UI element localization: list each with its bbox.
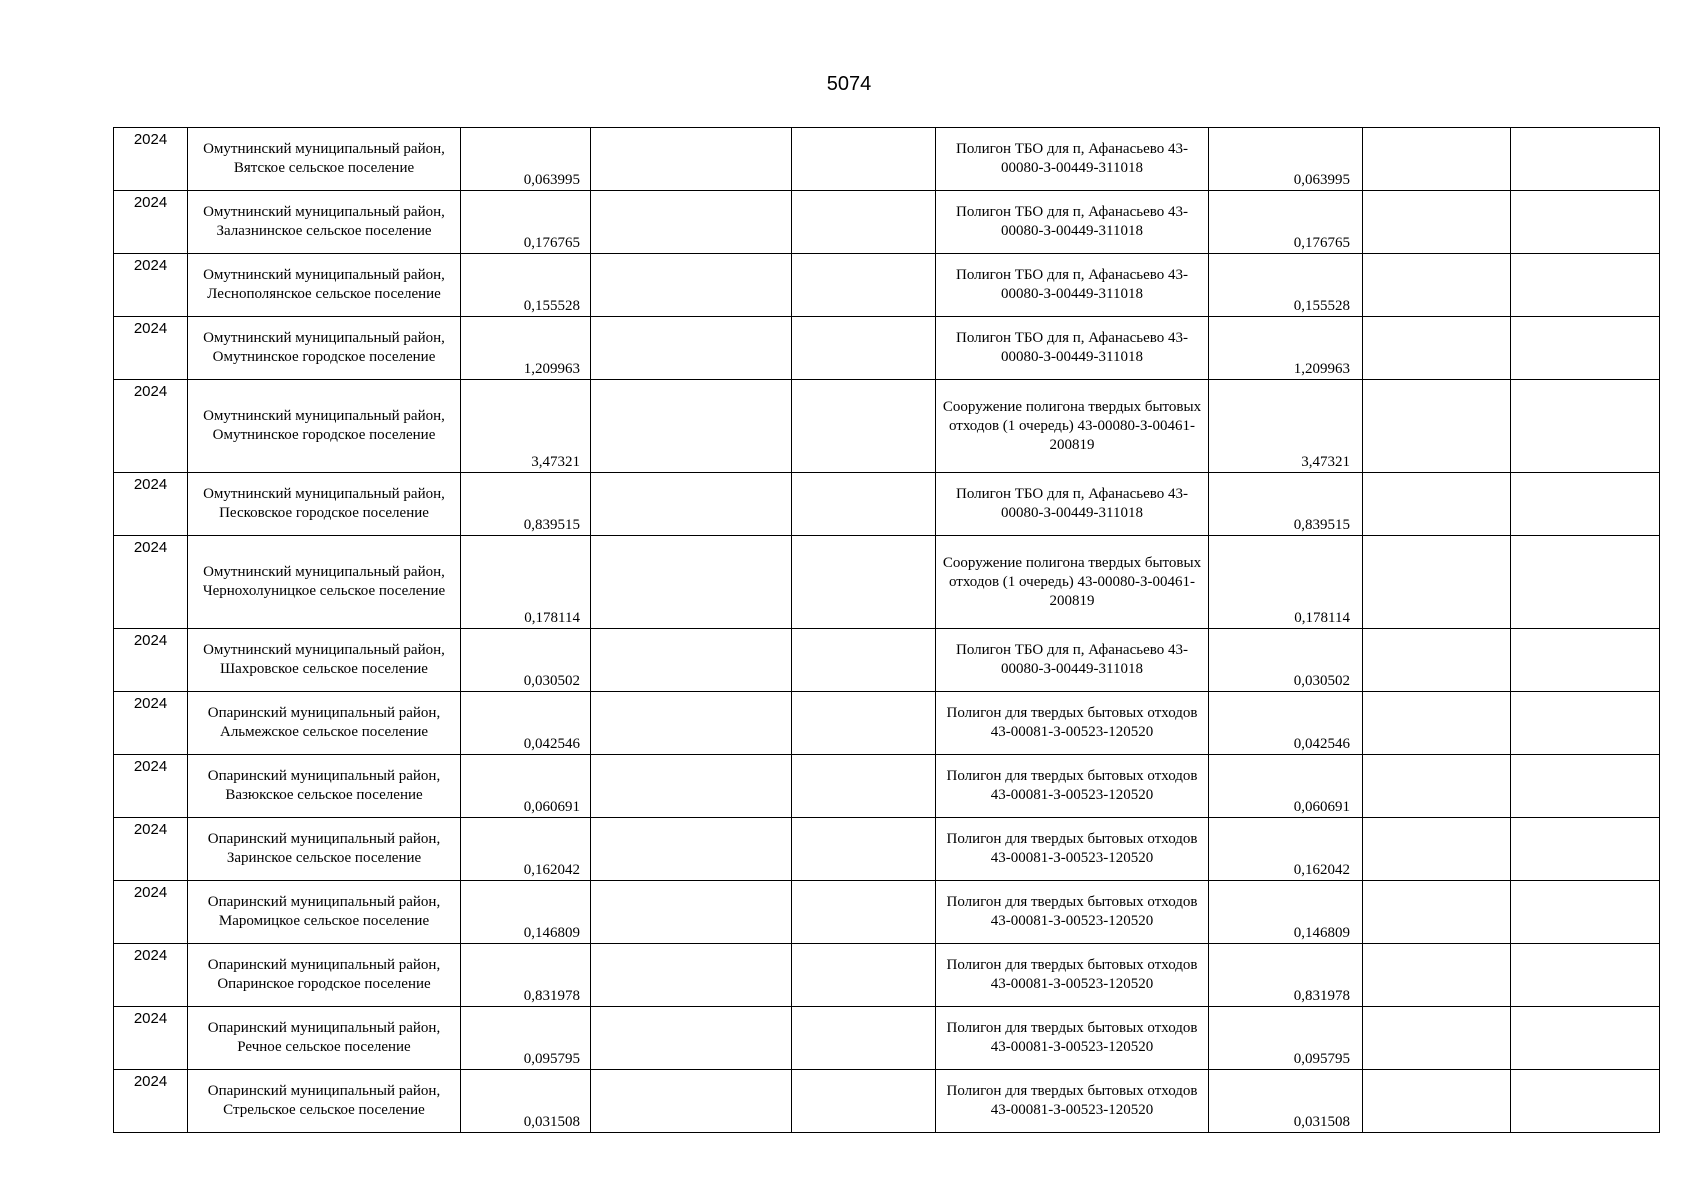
empty-cell xyxy=(792,254,936,317)
municipality-cell: Опаринский муниципальный район, Вазюкское сельское поселение xyxy=(188,755,461,818)
year-cell: 2024 xyxy=(114,755,188,818)
empty-cell xyxy=(591,317,792,380)
volume-cell: 0,060691 xyxy=(461,755,591,818)
table-row xyxy=(114,473,1660,536)
facility-volume-cell: 0,162042 xyxy=(1209,818,1363,881)
empty-cell xyxy=(591,128,792,191)
volume-cell: 0,839515 xyxy=(461,473,591,536)
empty-cell xyxy=(591,692,792,755)
empty-cell xyxy=(792,692,936,755)
municipality-cell: Опаринский муниципальный район, Опаринское городское поселение xyxy=(188,944,461,1007)
facility-volume-cell: 3,47321 xyxy=(1209,380,1363,473)
municipality-cell: Омутнинский муниципальный район, Шахровское сельское поселение xyxy=(188,629,461,692)
empty-cell xyxy=(1511,818,1660,881)
empty-cell xyxy=(1363,536,1511,629)
volume-cell: 0,031508 xyxy=(461,1070,591,1133)
empty-cell xyxy=(792,818,936,881)
empty-cell xyxy=(591,755,792,818)
municipality-cell: Опаринский муниципальный район, Заринское сельское поселение xyxy=(188,818,461,881)
facility-cell: Полигон для твердых бытовых отходов 43-00081-З-00523-120520 xyxy=(936,692,1209,755)
table-row xyxy=(114,128,1660,191)
facility-volume-cell: 0,178114 xyxy=(1209,536,1363,629)
facility-volume-cell: 0,155528 xyxy=(1209,254,1363,317)
volume-cell: 0,095795 xyxy=(461,1007,591,1070)
empty-cell xyxy=(1363,473,1511,536)
empty-cell xyxy=(591,254,792,317)
municipality-cell: Омутнинский муниципальный район, Омутнинское городское поселение xyxy=(188,380,461,473)
table-row xyxy=(114,191,1660,254)
empty-cell xyxy=(1511,629,1660,692)
table-row xyxy=(114,1070,1660,1133)
facility-volume-cell: 0,146809 xyxy=(1209,881,1363,944)
municipality-cell: Опаринский муниципальный район, Речное сельское поселение xyxy=(188,1007,461,1070)
year-cell: 2024 xyxy=(114,629,188,692)
volume-cell: 3,47321 xyxy=(461,380,591,473)
table-row xyxy=(114,254,1660,317)
empty-cell xyxy=(792,944,936,1007)
facility-cell: Полигон для твердых бытовых отходов 43-00081-З-00523-120520 xyxy=(936,881,1209,944)
empty-cell xyxy=(792,317,936,380)
facility-cell: Полигон для твердых бытовых отходов 43-00081-З-00523-120520 xyxy=(936,755,1209,818)
empty-cell xyxy=(1511,1007,1660,1070)
empty-cell xyxy=(792,191,936,254)
year-cell: 2024 xyxy=(114,818,188,881)
facility-cell: Полигон ТБО для п, Афанасьево 43-00080-З-00449-311018 xyxy=(936,254,1209,317)
facility-volume-cell: 1,209963 xyxy=(1209,317,1363,380)
facility-volume-cell: 0,839515 xyxy=(1209,473,1363,536)
empty-cell xyxy=(792,629,936,692)
empty-cell xyxy=(792,473,936,536)
empty-cell xyxy=(1363,692,1511,755)
empty-cell xyxy=(591,944,792,1007)
year-cell: 2024 xyxy=(114,128,188,191)
table-body xyxy=(114,128,1660,1133)
empty-cell xyxy=(1363,254,1511,317)
empty-cell xyxy=(1511,944,1660,1007)
year-cell: 2024 xyxy=(114,254,188,317)
municipality-cell: Омутнинский муниципальный район, Залазнинское сельское поселение xyxy=(188,191,461,254)
facility-volume-cell: 0,060691 xyxy=(1209,755,1363,818)
empty-cell xyxy=(1511,317,1660,380)
facility-volume-cell: 0,176765 xyxy=(1209,191,1363,254)
facility-cell: Полигон ТБО для п, Афанасьево 43-00080-З-00449-311018 xyxy=(936,128,1209,191)
municipality-cell: Опаринский муниципальный район, Стрельское сельское поселение xyxy=(188,1070,461,1133)
volume-cell: 0,146809 xyxy=(461,881,591,944)
empty-cell xyxy=(792,755,936,818)
facility-cell: Полигон для твердых бытовых отходов 43-00081-З-00523-120520 xyxy=(936,818,1209,881)
year-cell: 2024 xyxy=(114,191,188,254)
empty-cell xyxy=(792,881,936,944)
table-row xyxy=(114,692,1660,755)
year-cell: 2024 xyxy=(114,380,188,473)
table-row xyxy=(114,629,1660,692)
municipality-cell: Омутнинский муниципальный район, Песковское городское поселение xyxy=(188,473,461,536)
year-cell: 2024 xyxy=(114,881,188,944)
empty-cell xyxy=(1363,191,1511,254)
empty-cell xyxy=(1363,881,1511,944)
empty-cell xyxy=(792,380,936,473)
empty-cell xyxy=(1363,944,1511,1007)
volume-cell: 1,209963 xyxy=(461,317,591,380)
facility-volume-cell: 0,063995 xyxy=(1209,128,1363,191)
year-cell: 2024 xyxy=(114,1070,188,1133)
facility-cell: Полигон ТБО для п, Афанасьево 43-00080-З-00449-311018 xyxy=(936,473,1209,536)
empty-cell xyxy=(591,380,792,473)
empty-cell xyxy=(1511,536,1660,629)
empty-cell xyxy=(1511,191,1660,254)
table-row xyxy=(114,317,1660,380)
table-row xyxy=(114,1007,1660,1070)
year-cell: 2024 xyxy=(114,692,188,755)
empty-cell xyxy=(1363,317,1511,380)
municipality-cell: Омутнинский муниципальный район, Чернохолуницкое сельское поселение xyxy=(188,536,461,629)
empty-cell xyxy=(591,881,792,944)
facility-cell: Сооружение полигона твердых бытовых отходов (1 очередь) 43-00080-З-00461-200819 xyxy=(936,536,1209,629)
facility-cell: Полигон ТБО для п, Афанасьево 43-00080-З-00449-311018 xyxy=(936,191,1209,254)
empty-cell xyxy=(792,1007,936,1070)
facility-cell: Сооружение полигона твердых бытовых отходов (1 очередь) 43-00080-З-00461-200819 xyxy=(936,380,1209,473)
facility-volume-cell: 0,831978 xyxy=(1209,944,1363,1007)
empty-cell xyxy=(591,536,792,629)
volume-cell: 0,042546 xyxy=(461,692,591,755)
facility-volume-cell: 0,042546 xyxy=(1209,692,1363,755)
facility-cell: Полигон ТБО для п, Афанасьево 43-00080-З-00449-311018 xyxy=(936,629,1209,692)
municipality-cell: Опаринский муниципальный район, Альмежское сельское поселение xyxy=(188,692,461,755)
facility-volume-cell: 0,030502 xyxy=(1209,629,1363,692)
empty-cell xyxy=(591,191,792,254)
facility-cell: Полигон для твердых бытовых отходов 43-00081-З-00523-120520 xyxy=(936,1007,1209,1070)
table-row xyxy=(114,818,1660,881)
empty-cell xyxy=(1511,128,1660,191)
empty-cell xyxy=(1363,1007,1511,1070)
empty-cell xyxy=(1363,128,1511,191)
year-cell: 2024 xyxy=(114,536,188,629)
empty-cell xyxy=(591,629,792,692)
table-row xyxy=(114,881,1660,944)
empty-cell xyxy=(792,128,936,191)
empty-cell xyxy=(1511,881,1660,944)
volume-cell: 0,162042 xyxy=(461,818,591,881)
empty-cell xyxy=(591,1070,792,1133)
empty-cell xyxy=(1363,818,1511,881)
waste-table xyxy=(113,127,1660,1133)
volume-cell: 0,178114 xyxy=(461,536,591,629)
table-row xyxy=(114,755,1660,818)
municipality-cell: Омутнинский муниципальный район, Леснополянское сельское поселение xyxy=(188,254,461,317)
empty-cell xyxy=(591,818,792,881)
volume-cell: 0,063995 xyxy=(461,128,591,191)
facility-volume-cell: 0,095795 xyxy=(1209,1007,1363,1070)
volume-cell: 0,030502 xyxy=(461,629,591,692)
empty-cell xyxy=(1363,1070,1511,1133)
page-number: 5074 xyxy=(826,73,872,95)
empty-cell xyxy=(792,1070,936,1133)
empty-cell xyxy=(1511,692,1660,755)
table-row xyxy=(114,944,1660,1007)
empty-cell xyxy=(1511,755,1660,818)
empty-cell xyxy=(1511,380,1660,473)
empty-cell xyxy=(591,1007,792,1070)
empty-cell xyxy=(1511,473,1660,536)
empty-cell xyxy=(1363,380,1511,473)
year-cell: 2024 xyxy=(114,944,188,1007)
empty-cell xyxy=(1511,254,1660,317)
empty-cell xyxy=(792,536,936,629)
year-cell: 2024 xyxy=(114,1007,188,1070)
municipality-cell: Опаринский муниципальный район, Маромицкое сельское поселение xyxy=(188,881,461,944)
facility-volume-cell: 0,031508 xyxy=(1209,1070,1363,1133)
table-row xyxy=(114,380,1660,473)
empty-cell xyxy=(1363,755,1511,818)
empty-cell xyxy=(1363,629,1511,692)
year-cell: 2024 xyxy=(114,473,188,536)
facility-cell: Полигон для твердых бытовых отходов 43-00081-З-00523-120520 xyxy=(936,944,1209,1007)
volume-cell: 0,176765 xyxy=(461,191,591,254)
volume-cell: 0,831978 xyxy=(461,944,591,1007)
municipality-cell: Омутнинский муниципальный район, Вятское сельское поселение xyxy=(188,128,461,191)
facility-cell: Полигон для твердых бытовых отходов 43-00081-З-00523-120520 xyxy=(936,1070,1209,1133)
empty-cell xyxy=(1511,1070,1660,1133)
table-row xyxy=(114,536,1660,629)
municipality-cell: Омутнинский муниципальный район, Омутнинское городское поселение xyxy=(188,317,461,380)
empty-cell xyxy=(591,473,792,536)
year-cell: 2024 xyxy=(114,317,188,380)
volume-cell: 0,155528 xyxy=(461,254,591,317)
facility-cell: Полигон ТБО для п, Афанасьево 43-00080-З-00449-311018 xyxy=(936,317,1209,380)
